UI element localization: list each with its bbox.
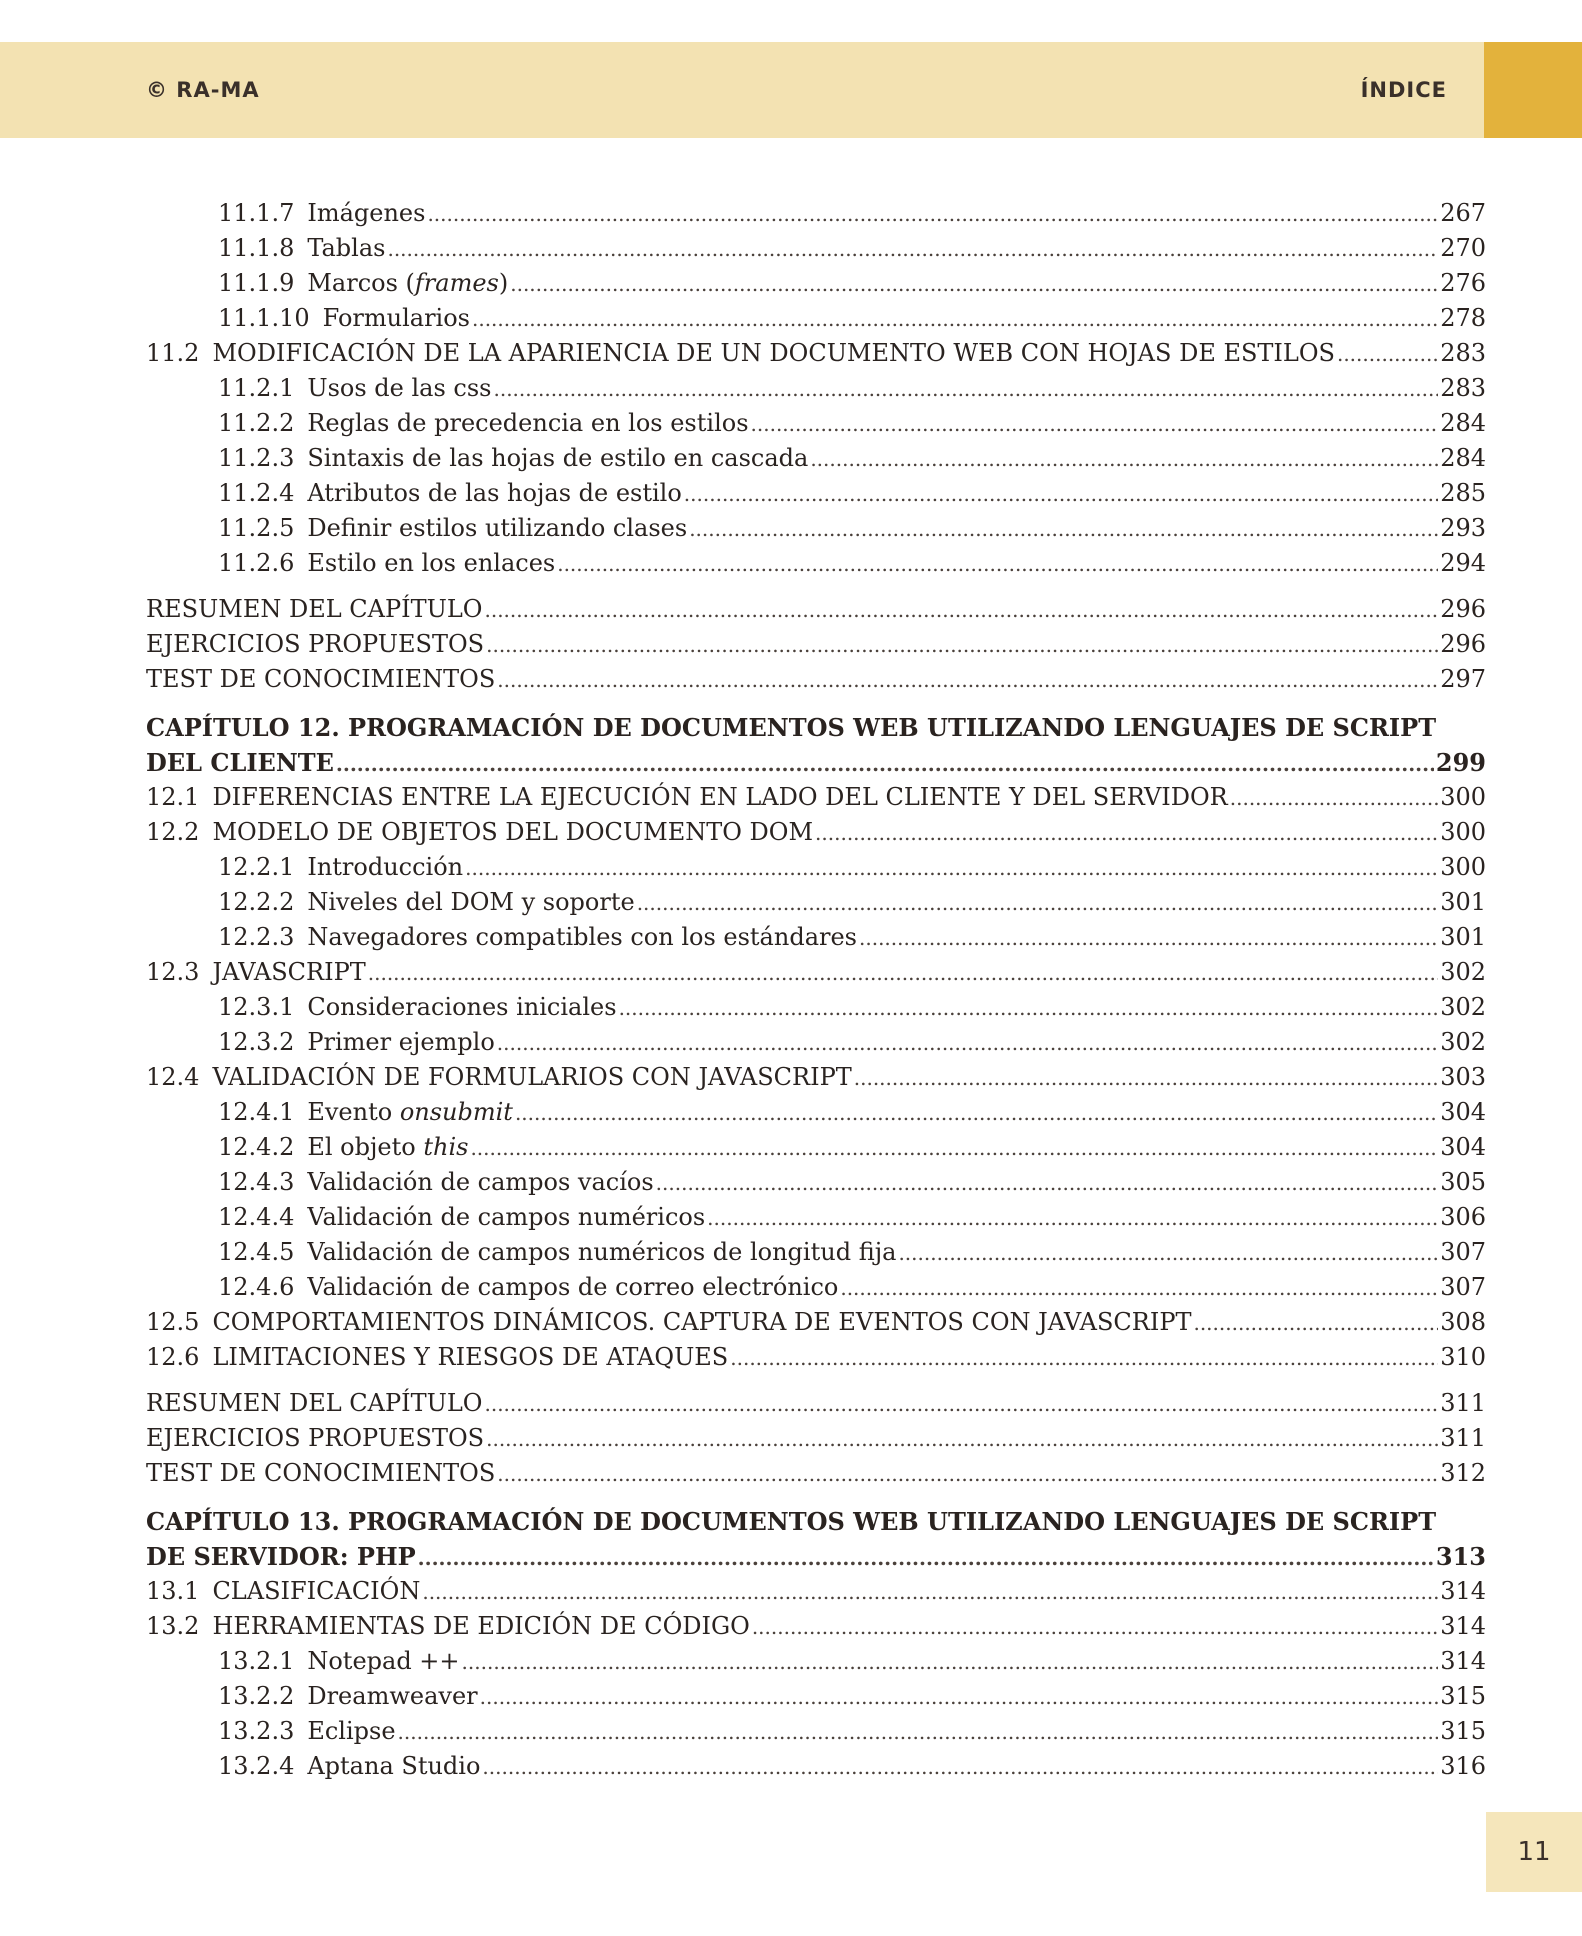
toc-entry-title: Imágenes: [307, 199, 426, 227]
toc-entry-page: 300: [1440, 818, 1486, 846]
toc-entry-page: 311: [1440, 1424, 1486, 1452]
toc-entry-title: Definir estilos utilizando clases: [307, 514, 688, 542]
toc-entry-page: 283: [1440, 339, 1486, 367]
toc-entry-number: 12.2.2: [218, 888, 295, 916]
toc-group-11: [146, 196, 1486, 581]
toc-entry[interactable]: [146, 1165, 1486, 1200]
toc-entry[interactable]: [146, 1421, 1486, 1456]
toc-entry-number: 12.4.2: [218, 1133, 295, 1161]
toc-entry-number: 12.2.1: [218, 853, 295, 881]
toc-entry-page: 270: [1440, 234, 1486, 262]
toc-entry-title: [307, 1130, 468, 1165]
section-label: ÍNDICE: [1360, 78, 1447, 102]
toc-entry-title: Tablas: [307, 234, 386, 262]
toc-entry-page: 314: [1440, 1577, 1486, 1605]
dot-leader: [336, 747, 1434, 780]
toc-entry-page: 294: [1440, 549, 1486, 577]
toc-entry-title: Atributos de las hojas de estilo: [307, 479, 682, 507]
toc-entry-title: Aptana Studio: [307, 1752, 481, 1780]
dot-leader: [497, 1026, 1438, 1060]
toc-entry-number: 11.2.1: [218, 374, 295, 402]
dot-leader: [619, 991, 1439, 1025]
toc-entry-page: 285: [1440, 479, 1486, 507]
toc-entry-number: 13.2.3: [218, 1717, 295, 1745]
toc-entry-number: 11.1.10: [218, 304, 310, 332]
toc-entry-page: 297: [1440, 665, 1486, 693]
toc-entry[interactable]: [146, 476, 1486, 511]
toc-entry-number: 12.6: [146, 1343, 200, 1371]
toc-entry[interactable]: [146, 1644, 1486, 1679]
dot-leader: [840, 1271, 1438, 1305]
toc-entry-title: Sintaxis de las hojas de estilo en cascada: [307, 444, 809, 472]
toc-entry-number: 11.1.8: [218, 234, 295, 262]
toc-entry[interactable]: [146, 1270, 1486, 1305]
toc-entry-number: 11.2.3: [218, 444, 295, 472]
toc-entry-page: 300: [1440, 853, 1486, 881]
toc-entry-number: 11.2.2: [218, 409, 295, 437]
toc-entry-title: Niveles del DOM y soporte: [307, 888, 635, 916]
toc-chapter-12: [146, 710, 1486, 1375]
page-number: 11: [1517, 1837, 1551, 1867]
title-text: Evento: [307, 1098, 400, 1126]
toc-entry[interactable]: [146, 1305, 1486, 1340]
toc-entry[interactable]: [146, 511, 1486, 546]
dot-leader: [810, 442, 1438, 476]
toc-entry-page: 301: [1440, 888, 1486, 916]
title-italic-text: onsubmit: [399, 1098, 513, 1126]
toc-entry-title: [307, 266, 508, 301]
toc-entry-title: Notepad ++: [307, 1647, 460, 1675]
toc-chapter-13: [146, 1504, 1486, 1784]
toc-entry[interactable]: [146, 627, 1486, 662]
toc-entry-title: TEST DE CONOCIMIENTOS: [146, 665, 496, 693]
toc-entry-page: 283: [1440, 374, 1486, 402]
toc-entry[interactable]: [146, 592, 1486, 627]
toc-entry-page: 276: [1440, 269, 1486, 297]
toc-entry[interactable]: [146, 266, 1486, 301]
toc-entry-title: CLASIFICACIÓN: [212, 1577, 421, 1605]
toc-entry-title: Consideraciones iniciales: [307, 993, 617, 1021]
title-text: Marcos (: [307, 269, 415, 297]
dot-leader: [493, 372, 1438, 406]
dot-leader: [510, 267, 1438, 301]
dot-leader: [470, 1131, 1438, 1165]
toc-entry-number: 11.2.5: [218, 514, 295, 542]
toc-entry[interactable]: [146, 1340, 1486, 1375]
dot-leader: [898, 1236, 1438, 1270]
toc-entry-title: Dreamweaver: [307, 1682, 478, 1710]
dot-leader: [486, 1422, 1438, 1456]
toc-entry[interactable]: [146, 336, 1486, 371]
toc-entry-page: 316: [1440, 1752, 1486, 1780]
dot-leader: [1230, 781, 1438, 815]
toc-entry[interactable]: [146, 406, 1486, 441]
toc-entry[interactable]: [146, 231, 1486, 266]
toc-entry-title: Validación de campos vacíos: [307, 1168, 654, 1196]
chapter-title-continuation[interactable]: [146, 745, 1486, 780]
dot-leader: [398, 1715, 1439, 1749]
toc-entry-page: 304: [1440, 1133, 1486, 1161]
dot-leader: [637, 886, 1439, 920]
title-italic-text: this: [423, 1133, 469, 1161]
toc-entry-page: 293: [1440, 514, 1486, 542]
toc-entry[interactable]: [146, 1235, 1486, 1270]
toc-entry[interactable]: [146, 815, 1486, 850]
toc-entry-title: MODIFICACIÓN DE LA APARIENCIA DE UN DOCUMENTO WEB CON HOJAS DE ESTILOS: [212, 339, 1335, 367]
toc-entry-number: 12.3.1: [218, 993, 295, 1021]
dot-leader: [1337, 337, 1438, 371]
toc-entry[interactable]: [146, 1609, 1486, 1644]
toc-entry-title: Validación de campos numéricos de longitud fija: [307, 1238, 897, 1266]
dot-leader: [462, 1645, 1439, 1679]
toc-entry[interactable]: [146, 850, 1486, 885]
toc-entry-page: 296: [1440, 595, 1486, 623]
toc-entry-page: 284: [1440, 444, 1486, 472]
dot-leader: [387, 232, 1438, 266]
dot-leader: [484, 1387, 1438, 1421]
dot-leader: [752, 1610, 1438, 1644]
toc-entry-page: 314: [1440, 1612, 1486, 1640]
toc-entry-page: 296: [1440, 630, 1486, 658]
toc-entry-page: 299: [1435, 748, 1486, 777]
chapter-title[interactable]: CAPÍTULO 12. PROGRAMACIÓN DE DOCUMENTOS WEB UTILIZANDO LENGUAJES DE SCRIPT: [146, 713, 1437, 742]
toc-entry-number: 11.2.6: [218, 549, 295, 577]
dot-leader: [422, 1575, 1438, 1609]
toc-entry-title: RESUMEN DEL CAPÍTULO: [146, 595, 483, 623]
toc-entry-page: 313: [1435, 1542, 1486, 1571]
toc-entry-number: 12.4.1: [218, 1098, 295, 1126]
toc-entry-page: 308: [1440, 1308, 1486, 1336]
dot-leader: [418, 1541, 1434, 1574]
toc-entry-page: 311: [1440, 1389, 1486, 1417]
toc-entry-number: 12.1: [146, 783, 200, 811]
chapter-title[interactable]: CAPÍTULO 13. PROGRAMACIÓN DE DOCUMENTOS WEB UTILIZANDO LENGUAJES DE SCRIPT: [146, 1507, 1437, 1536]
dot-leader: [689, 512, 1438, 546]
toc-entry-page: 304: [1440, 1098, 1486, 1126]
toc-chapter-summary: [146, 1386, 1486, 1491]
toc-entry-page: 300: [1440, 783, 1486, 811]
dot-leader: [730, 1341, 1438, 1375]
toc-entry-number: 11.1.7: [218, 199, 295, 227]
toc-entry-title: Navegadores compatibles con los estándares: [307, 923, 857, 951]
toc-entry-number: 13.2.1: [218, 1647, 295, 1675]
toc-entry-title: HERRAMIENTAS DE EDICIÓN DE CÓDIGO: [212, 1612, 750, 1640]
toc-entry-title: DEL CLIENTE: [146, 748, 334, 777]
toc-entry[interactable]: [146, 955, 1486, 990]
toc-entry-number: 11.2.4: [218, 479, 295, 507]
toc-entry-page: 312: [1440, 1459, 1486, 1487]
toc-entry-title: Formularios: [322, 304, 470, 332]
toc-entry[interactable]: [146, 662, 1486, 697]
toc-entry-number: 12.2: [146, 818, 200, 846]
toc-entry[interactable]: [146, 196, 1486, 231]
toc-entry[interactable]: [146, 1095, 1486, 1130]
dot-leader: [557, 547, 1438, 581]
toc-entry-title: Usos de las css: [307, 374, 492, 402]
toc-entry[interactable]: [146, 1386, 1486, 1421]
dot-leader: [1193, 1306, 1438, 1340]
toc-entry-page: 314: [1440, 1647, 1486, 1675]
toc-entry-title: COMPORTAMIENTOS DINÁMICOS. CAPTURA DE EVENTOS CON JAVASCRIPT: [212, 1308, 1192, 1336]
toc-entry-number: 12.4.3: [218, 1168, 295, 1196]
dot-leader: [480, 1680, 1439, 1714]
toc-entry-title: RESUMEN DEL CAPÍTULO: [146, 1389, 483, 1417]
toc-entry-page: 278: [1440, 304, 1486, 332]
toc-entry-page: 307: [1440, 1238, 1486, 1266]
chapter-title-continuation[interactable]: [146, 1539, 1486, 1574]
toc-entry-title: Validación de campos de correo electrónico: [307, 1273, 839, 1301]
toc-entry-title: MODELO DE OBJETOS DEL DOCUMENTO DOM: [212, 818, 814, 846]
toc-entry-page: 284: [1440, 409, 1486, 437]
dot-leader: [515, 1096, 1438, 1130]
toc-entry-number: 13.2.4: [218, 1752, 295, 1780]
toc-entry-number: 12.4.5: [218, 1238, 295, 1266]
toc-entry-page: 302: [1440, 1028, 1486, 1056]
toc-entry[interactable]: [146, 441, 1486, 476]
toc-entry-title: Estilo en los enlaces: [307, 549, 556, 577]
toc-entry[interactable]: [146, 885, 1486, 920]
toc-entry[interactable]: [146, 1714, 1486, 1749]
toc-entry[interactable]: [146, 1574, 1486, 1609]
toc-entry-title: Reglas de precedencia en los estilos: [307, 409, 749, 437]
toc-entry-page: 302: [1440, 993, 1486, 1021]
toc-entry-title: VALIDACIÓN DE FORMULARIOS CON JAVASCRIPT: [212, 1063, 852, 1091]
toc-entry-title: Introducción: [307, 853, 464, 881]
toc-entry-title: JAVASCRIPT: [212, 958, 366, 986]
dot-leader: [486, 628, 1438, 662]
publisher-label: © RA-MA: [146, 78, 260, 102]
dot-leader: [815, 816, 1438, 850]
toc-entry-number: 12.4: [146, 1063, 200, 1091]
toc-entry-page: 303: [1440, 1063, 1486, 1091]
toc-entry[interactable]: [146, 546, 1486, 581]
toc-entry-number: 12.3.2: [218, 1028, 295, 1056]
dot-leader: [859, 921, 1438, 955]
toc-entry-page: 307: [1440, 1273, 1486, 1301]
toc-entry-page: 305: [1440, 1168, 1486, 1196]
toc-entry-number: 12.5: [146, 1308, 200, 1336]
toc-entry-title: DIFERENCIAS ENTRE LA EJECUCIÓN EN LADO DEL CLIENTE Y DEL SERVIDOR: [212, 783, 1228, 811]
dot-leader: [427, 197, 1438, 231]
toc-entry-title: Primer ejemplo: [307, 1028, 495, 1056]
toc-entry[interactable]: [146, 1749, 1486, 1784]
toc-entry[interactable]: [146, 1456, 1486, 1491]
toc-entry-title: [307, 1095, 513, 1130]
toc-entry-title: Eclipse: [307, 1717, 396, 1745]
toc-entry-page: 302: [1440, 958, 1486, 986]
dot-leader: [368, 956, 1438, 990]
toc-entry-title: Validación de campos numéricos: [307, 1203, 706, 1231]
toc-chapter-summary: [146, 592, 1486, 697]
dot-leader: [684, 477, 1438, 511]
dot-leader: [497, 1457, 1438, 1491]
toc-entry-number: 12.4.6: [218, 1273, 295, 1301]
toc-entry-page: 315: [1440, 1682, 1486, 1710]
toc-entry[interactable]: [146, 1060, 1486, 1095]
toc-entry-title: EJERCICIOS PROPUESTOS: [146, 1424, 485, 1452]
toc-entry[interactable]: [146, 920, 1486, 955]
toc-entry-page: 267: [1440, 199, 1486, 227]
toc-entry[interactable]: [146, 990, 1486, 1025]
toc-entry-title: EJERCICIOS PROPUESTOS: [146, 630, 485, 658]
toc-entry-number: 11.1.9: [218, 269, 295, 297]
toc-entry[interactable]: [146, 780, 1486, 815]
toc-entry-page: 310: [1440, 1343, 1486, 1371]
toc-entry-number: 13.2: [146, 1612, 200, 1640]
toc-entry[interactable]: [146, 1025, 1486, 1060]
toc-entry-page: 315: [1440, 1717, 1486, 1745]
toc-entry[interactable]: [146, 301, 1486, 336]
dot-leader: [656, 1166, 1439, 1200]
title-text: El objeto: [307, 1133, 424, 1161]
toc-entry-number: 12.3: [146, 958, 200, 986]
dot-leader: [472, 302, 1438, 336]
toc-entry-page: 306: [1440, 1203, 1486, 1231]
toc-entry-number: 13.2.2: [218, 1682, 295, 1710]
toc-entry-number: 12.4.4: [218, 1203, 295, 1231]
toc-entry-title: TEST DE CONOCIMIENTOS: [146, 1459, 496, 1487]
toc-entry-title: DE SERVIDOR: PHP: [146, 1542, 416, 1571]
toc-entry-number: 12.2.3: [218, 923, 295, 951]
dot-leader: [465, 851, 1438, 885]
header-accent-tab: [1484, 42, 1582, 138]
dot-leader: [482, 1750, 1438, 1784]
dot-leader: [751, 407, 1439, 441]
toc-entry-number: 13.1: [146, 1577, 200, 1605]
toc-entry-page: 301: [1440, 923, 1486, 951]
toc-entry-number: 11.2: [146, 339, 200, 367]
toc-entry[interactable]: [146, 1679, 1486, 1714]
dot-leader: [854, 1061, 1438, 1095]
toc-entry[interactable]: [146, 1130, 1486, 1165]
dot-leader: [497, 663, 1438, 697]
dot-leader: [707, 1201, 1438, 1235]
toc-entry-title: LIMITACIONES Y RIESGOS DE ATAQUES: [212, 1343, 729, 1371]
title-italic-text: frames: [414, 269, 499, 297]
toc-entry[interactable]: [146, 371, 1486, 406]
table-of-contents: [146, 196, 1486, 1784]
title-text: ): [498, 269, 509, 297]
dot-leader: [484, 593, 1438, 627]
toc-entry[interactable]: [146, 1200, 1486, 1235]
